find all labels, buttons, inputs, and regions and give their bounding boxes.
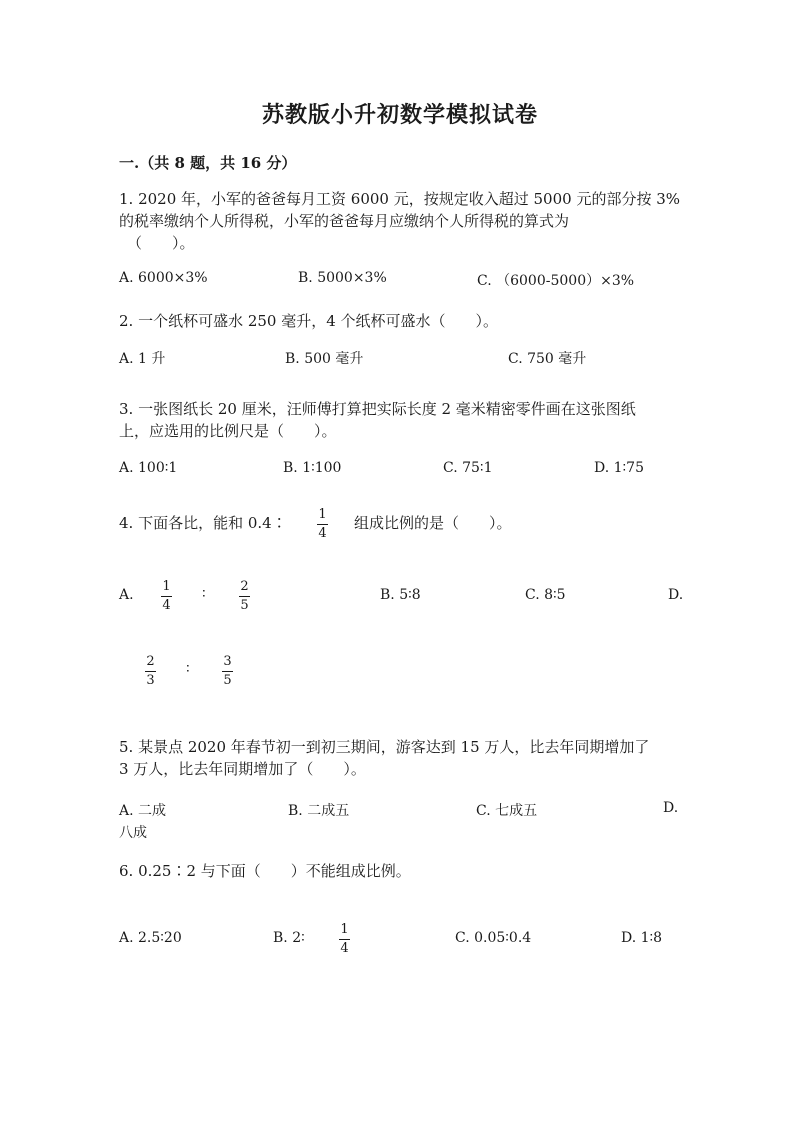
fraction-numerator: 1	[162, 579, 171, 594]
question-3-option-a[interactable]: A. 100∶1	[119, 460, 178, 476]
question-5-option-c[interactable]: C. 七成五	[476, 803, 538, 819]
question-3-line-2: 上，应选用的比例尺是（ ）。	[119, 422, 337, 440]
fraction-numerator: 1	[340, 922, 349, 937]
question-6-option-a[interactable]: A. 2.5∶20	[119, 930, 182, 946]
fraction-denominator: 4	[340, 941, 349, 956]
question-3-option-c[interactable]: C. 75∶1	[443, 460, 493, 476]
question-4-prefix: 4. 下面各比，能和 0.4∶	[119, 514, 287, 532]
question-2-option-c[interactable]: C. 750 毫升	[508, 351, 587, 367]
question-4-option-b[interactable]: B. 5∶8	[380, 587, 421, 603]
question-6-text: 6. 0.25∶2 与下面（ ）不能组成比例。	[119, 862, 411, 880]
question-1-option-b[interactable]: B. 5000×3%	[298, 270, 387, 286]
page-title: 苏教版小升初数学模拟试卷	[261, 102, 538, 128]
question-5-option-b[interactable]: B. 二成五	[288, 803, 350, 819]
fraction-numerator: 3	[223, 654, 232, 669]
fraction-bar	[317, 524, 328, 525]
ratio-colon: ∶	[202, 586, 206, 602]
option-a-fraction-1	[161, 580, 172, 613]
question-4-option-c[interactable]: C. 8∶5	[525, 587, 566, 603]
question-5-line-1: 5. 某景点 2020 年春节初一到初三期间，游客达到 15 万人，比去年同期增加了	[119, 738, 650, 756]
option-a-label: A.	[119, 587, 134, 603]
fraction-denominator: 5	[240, 598, 249, 613]
question-1-option-a[interactable]: A. 6000×3%	[119, 270, 208, 286]
option-d-label: D.	[663, 800, 679, 816]
question-1-line-3: （ ）。	[127, 234, 195, 252]
question-5-option-a[interactable]: A. 二成	[119, 803, 167, 819]
fraction-numerator: 1	[318, 507, 327, 522]
section-heading: 一.（共 8 题，共 16 分）	[119, 154, 297, 172]
option-b-label: B. 2∶	[273, 930, 305, 946]
question-3-option-b[interactable]: B. 1∶100	[283, 460, 342, 476]
question-2-text: 2. 一个纸杯可盛水 250 毫升，4 个纸杯可盛水（ ）。	[119, 312, 499, 330]
question-1-line-1: 1. 2020 年，小军的爸爸每月工资 6000 元，按规定收入超过 5000 元的部分按 3%	[119, 190, 681, 208]
fraction-denominator: 3	[146, 673, 155, 688]
question-2-option-b[interactable]: B. 500 毫升	[285, 351, 364, 367]
question-6-option-d[interactable]: D. 1∶8	[621, 930, 663, 946]
question-1-line-2: 的税率缴纳个人所得税，小军的爸爸每月应缴纳个人所得税的算式为	[119, 212, 570, 230]
question-4-fraction	[317, 508, 328, 541]
fraction-numerator: 2	[240, 579, 249, 594]
question-5-line-2: 3 万人，比去年同期增加了（ ）。	[119, 760, 366, 778]
fraction-bar	[161, 596, 172, 597]
fraction-bar	[145, 671, 156, 672]
fraction-denominator: 5	[223, 673, 232, 688]
fraction-denominator: 4	[162, 598, 171, 613]
fraction-numerator: 2	[146, 654, 155, 669]
option-d-label: D.	[668, 587, 684, 603]
question-4-suffix: 组成比例的是（ ）。	[354, 514, 512, 532]
fraction-bar	[222, 671, 233, 672]
fraction-bar	[239, 596, 250, 597]
fraction-denominator: 4	[318, 526, 327, 541]
question-3-option-d[interactable]: D. 1∶75	[594, 460, 644, 476]
ratio-colon: ∶	[186, 661, 190, 677]
question-6-option-c[interactable]: C. 0.05∶0.4	[455, 930, 532, 946]
question-2-option-a[interactable]: A. 1 升	[119, 351, 166, 367]
option-b-fraction	[339, 923, 350, 956]
option-d-text: 八成	[119, 825, 147, 841]
fraction-bar	[339, 939, 350, 940]
option-d-fraction-1	[145, 655, 156, 688]
question-1-option-c[interactable]: C. （6000-5000）×3%	[477, 273, 635, 289]
option-a-fraction-2	[239, 580, 250, 613]
question-3-line-1: 3. 一张图纸长 20 厘米，汪师傅打算把实际长度 2 毫米精密零件画在这张图纸	[119, 400, 636, 418]
option-d-fraction-2	[222, 655, 233, 688]
